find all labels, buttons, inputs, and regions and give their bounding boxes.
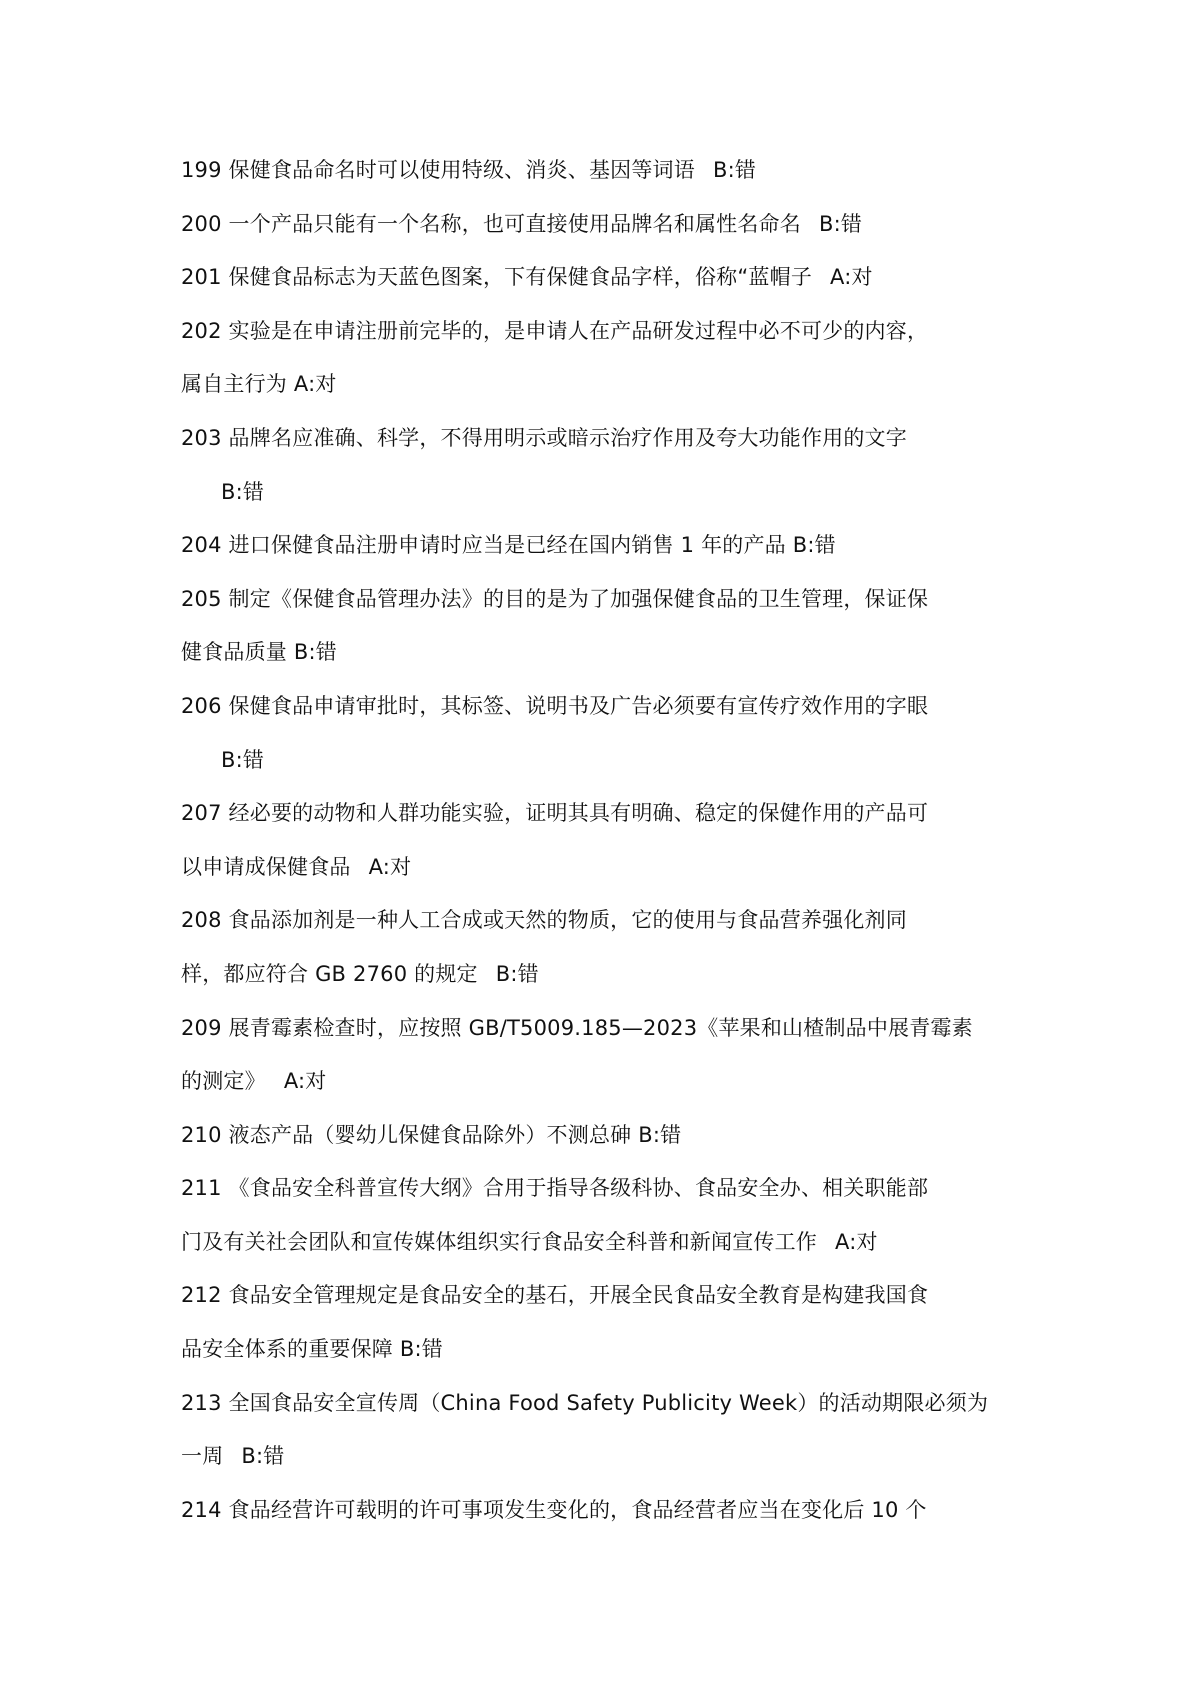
answer-label: B:错: [818, 211, 863, 236]
answer-label: B:错: [241, 1444, 285, 1469]
text-line: 211 《食品安全科普宣传大纲》合用于指导各级科协、食品安全办、相关职能部: [181, 1176, 929, 1201]
text-line: 一周 B:错: [181, 1444, 285, 1469]
text-line: 205 制定《保健食品管理办法》的目的是为了加强保健食品的卫生管理，保证保: [181, 586, 929, 611]
text-line: 的测定》 A:对: [181, 1069, 327, 1094]
text-line: 212 食品安全管理规定是食品安全的基石，开展全民食品安全教育是构建我国食: [181, 1283, 929, 1308]
text-line: 健食品质量 B:错: [181, 640, 337, 665]
answer-label: A:对: [835, 1229, 878, 1254]
answer-label: A:对: [283, 1069, 327, 1094]
text-line: B:错: [221, 479, 265, 504]
answer-label: A:对: [830, 265, 873, 290]
text-line: 属自主行为 A:对: [181, 372, 337, 397]
text-line: 品安全体系的重要保障 B:错: [181, 1337, 443, 1362]
text-line: 门及有关社会团队和宣传媒体组织实行食品安全科普和新闻宣传工作 A:对: [181, 1229, 878, 1254]
text-line: 203 品牌名应准确、科学，不得用明示或暗示治疗作用及夸大功能作用的文字: [181, 425, 907, 450]
text-line: B:错: [221, 747, 265, 772]
text-line: 208 食品添加剂是一种人工合成或天然的物质，它的使用与食品营养强化剂同: [181, 908, 907, 933]
text-line: 202 实验是在申请注册前完毕的，是申请人在产品研发过程中必不可少的内容，: [181, 318, 929, 343]
text-line: 213 全国食品安全宣传周（China Food Safety Publicity Week）的活动期限必须为: [181, 1390, 989, 1415]
text-line: 201 保健食品标志为天蓝色图案，下有保健食品字样，俗称“蓝帽子 A:对: [181, 265, 873, 290]
answer-label: B:错: [712, 158, 757, 182]
text-line: 199 保健食品命名时可以使用特级、消炎、基因等词语 B:错: [181, 158, 757, 182]
text-line: 209 展青霉素检查时，应按照 GB/T5009.185—2023《苹果和山楂制品中展青霉素: [181, 1015, 973, 1040]
text-line: 204 进口保健食品注册申请时应当是已经在国内销售 1 年的产品 B:错: [181, 533, 836, 558]
text-line: 206 保健食品申请审批时，其标签、说明书及广告必须要有宣传疗效作用的字眼: [181, 693, 929, 718]
question-list: [181, 148, 1019, 1541]
text-line: 210 液态产品（婴幼儿保健食品除外）不测总砷 B:错: [181, 1122, 682, 1147]
answer-label: A:对: [368, 854, 412, 879]
text-line: 以申请成保健食品 A:对: [181, 854, 412, 879]
text-line: 214 食品经营许可载明的许可事项发生变化的，食品经营者应当在变化后 10 个: [181, 1497, 927, 1522]
text-line: 样，都应符合 GB 2760 的规定 B:错: [181, 961, 539, 986]
answer-label: B:错: [495, 961, 539, 986]
text-line: 207 经必要的动物和人群功能实验，证明其具有明确、稳定的保健作用的产品可: [181, 801, 929, 826]
text-line: 200 一个产品只能有一个名称，也可直接使用品牌名和属性名命名 B:错: [181, 211, 863, 236]
